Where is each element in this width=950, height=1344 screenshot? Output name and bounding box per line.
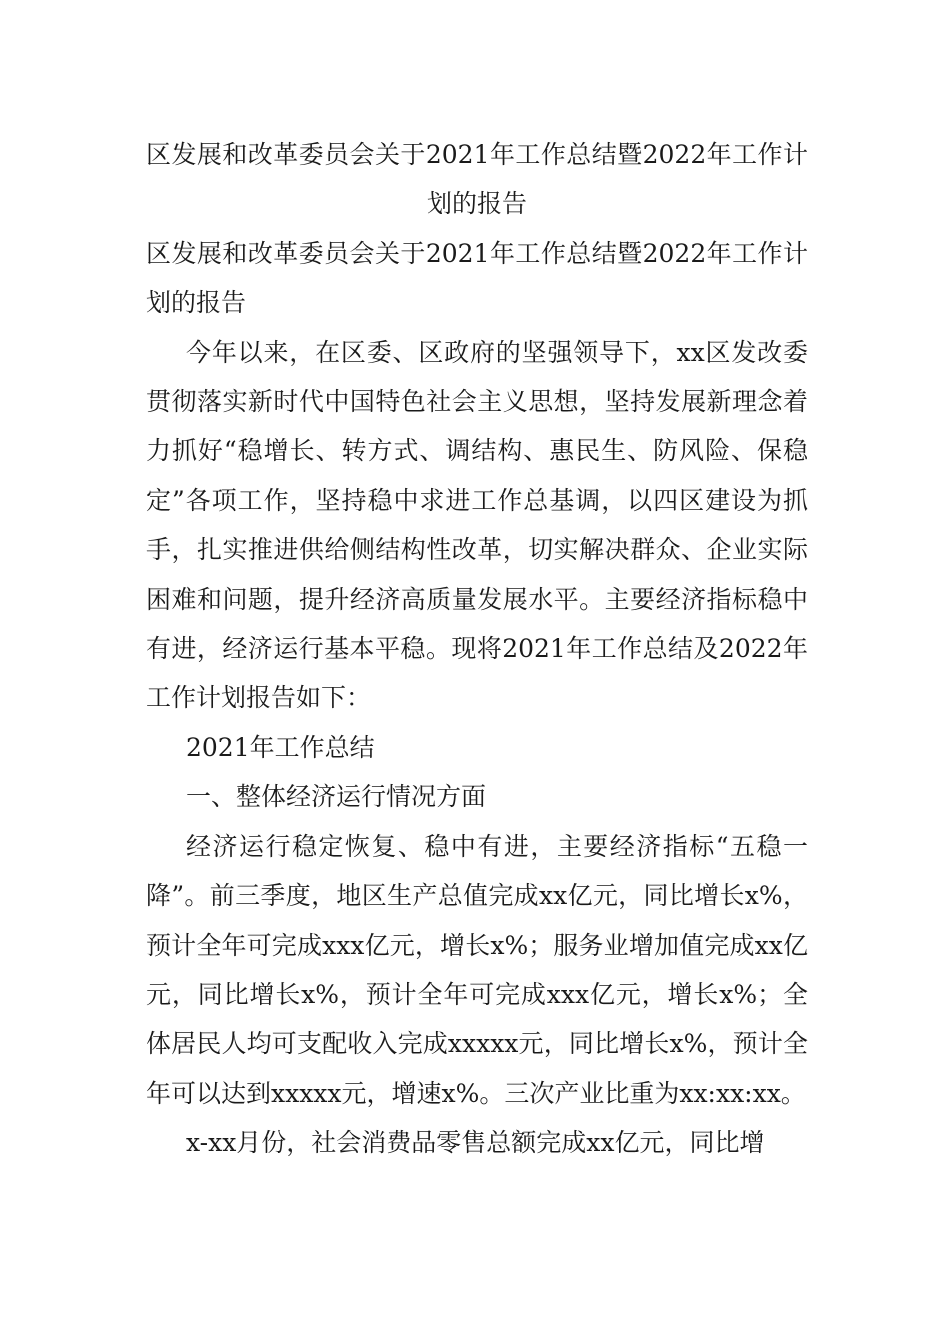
retail-paragraph: x-xx月份，社会消费品零售总额完成xx亿元，同比增 [186, 1128, 765, 1158]
document-body [146, 130, 808, 1168]
section-heading-2021-summary: 2021年工作总结 [186, 732, 375, 762]
document-title: 区发展和改革委员会关于2021年工作总结暨2022年工作计划的报告 [146, 140, 808, 219]
economy-paragraph: 经济运行稳定恢复、稳中有进，主要经济指标“五稳一降”。前三季度，地区生产总值完成xx亿元，同比增长x%，预计全年可完成xxx亿元，增长x%；服务业增加值完成xx亿元，同比增长x%，预计全年可完成xxx亿元，增长x%；全体居民人均可支配收入完成xxxxx元，同比增长x%，预计全年可以达到xxxxx元，增速x%。三次产业比重为xx:xx:xx。 [146, 831, 808, 1108]
subsection-heading-economy: 一、整体经济运行情况方面 [186, 782, 487, 812]
intro-paragraph: 今年以来，在区委、区政府的坚强领导下，xx区发改委贯彻落实新时代中国特色社会主义思想，坚持发展新理念着力抓好“稳增长、转方式、调结构、惠民生、防风险、保稳定”各项工作，坚持稳中求进工作总基调，以四区建设为抓手，扎实推进供给侧结构性改革，切实解决群众、企业实际困难和问题，提升经济高质量发展水平。主要经济指标稳中有进，经济运行基本平稳。现将2021年工作总结及2022年工作计划报告如下： [146, 337, 808, 713]
repeated-title-paragraph: 区发展和改革委员会关于2021年工作总结暨2022年工作计划的报告 [146, 238, 808, 318]
